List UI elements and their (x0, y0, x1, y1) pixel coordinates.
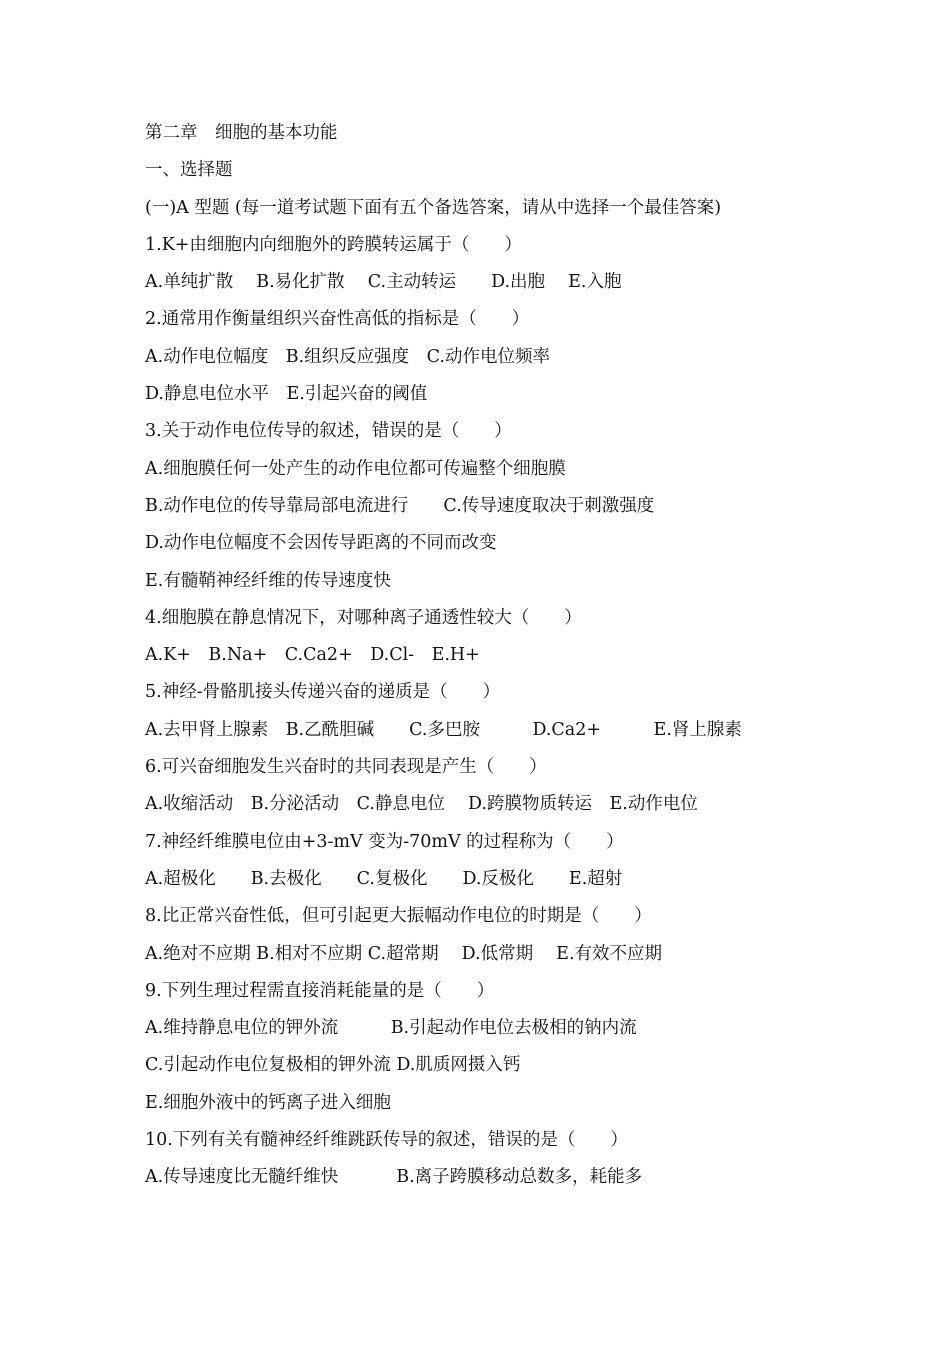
question-4-options: A.K+ B.Na+ C.Ca2+ D.Cl- E.H+ (145, 645, 480, 666)
question-9: 9.下列生理过程需直接消耗能量的是（ ） (145, 980, 495, 1001)
chapter-title: 第二章 细胞的基本功能 (145, 123, 338, 143)
question-4: 4.细胞膜在静息情况下，对哪种离子通透性较大（ ） (145, 607, 582, 628)
subsection-title: (一)A 型题 (每一道考试题下面有五个备选答案，请从中选择一个最佳答案) (145, 197, 722, 218)
question-5-options: A.去甲肾上腺素 B.乙酰胆碱 C.多巴胺 D.Ca2+ E.肾上腺素 (145, 719, 742, 740)
question-7: 7.神经纤维膜电位由+3-mV 变为-70mV 的过程称为（ ） (145, 831, 624, 852)
question-5: 5.神经-骨骼肌接头传递兴奋的递质是（ ） (145, 682, 501, 703)
question-3-option-a: A.细胞膜任何一处产生的动作电位都可传遍整个细胞膜 (145, 458, 566, 479)
question-6: 6.可兴奋细胞发生兴奋时的共同表现是产生（ ） (145, 757, 547, 778)
question-10: 10.下列有关有髓神经纤维跳跃传导的叙述，错误的是（ ） (145, 1130, 628, 1151)
question-1: 1.K+由细胞内向细胞外的跨膜转运属于（ ） (145, 234, 522, 255)
question-9-options-c-d: C.引起动作电位复极相的钾外流 D.肌质网摄入钙 (145, 1055, 521, 1076)
question-3: 3.关于动作电位传导的叙述，错误的是（ ） (145, 421, 512, 442)
question-6-options: A.收缩活动 B.分泌活动 C.静息电位 D.跨膜物质转运 E.动作电位 (145, 794, 698, 815)
question-2: 2.通常用作衡量组织兴奋性高低的指标是（ ） (145, 309, 530, 330)
question-10-options-a-b: A.传导速度比无髓纤维快 B.离子跨膜移动总数多，耗能多 (145, 1167, 643, 1188)
question-9-options-a-b: A.维持静息电位的钾外流 B.引起动作电位去极相的钠内流 (145, 1018, 637, 1039)
question-7-options: A.超极化 B.去极化 C.复极化 D.反极化 E.超射 (145, 868, 623, 889)
question-3-option-e: E.有髓鞘神经纤维的传导速度快 (145, 570, 391, 591)
question-1-options: A.单纯扩散 B.易化扩散 C.主动转运 D.出胞 E.入胞 (145, 272, 622, 293)
question-2-options-line-2: D.静息电位水平 E.引起兴奋的阈值 (145, 384, 428, 405)
question-8: 8.比正常兴奋性低，但可引起更大振幅动作电位的时期是（ ） (145, 906, 652, 927)
question-2-options-line-1: A.动作电位幅度 B.组织反应强度 C.动作电位频率 (145, 346, 550, 367)
question-3-option-d: D.动作电位幅度不会因传导距离的不同而改变 (145, 533, 497, 554)
question-9-option-e: E.细胞外液中的钙离子进入细胞 (145, 1092, 391, 1113)
question-8-options: A.绝对不应期 B.相对不应期 C.超常期 D.低常期 E.有效不应期 (145, 943, 663, 964)
section-title: 一、选择题 (145, 160, 233, 181)
document-content (145, 118, 845, 1200)
question-3-options-b-c: B.动作电位的传导靠局部电流进行 C.传导速度取决于刺激强度 (145, 495, 655, 516)
